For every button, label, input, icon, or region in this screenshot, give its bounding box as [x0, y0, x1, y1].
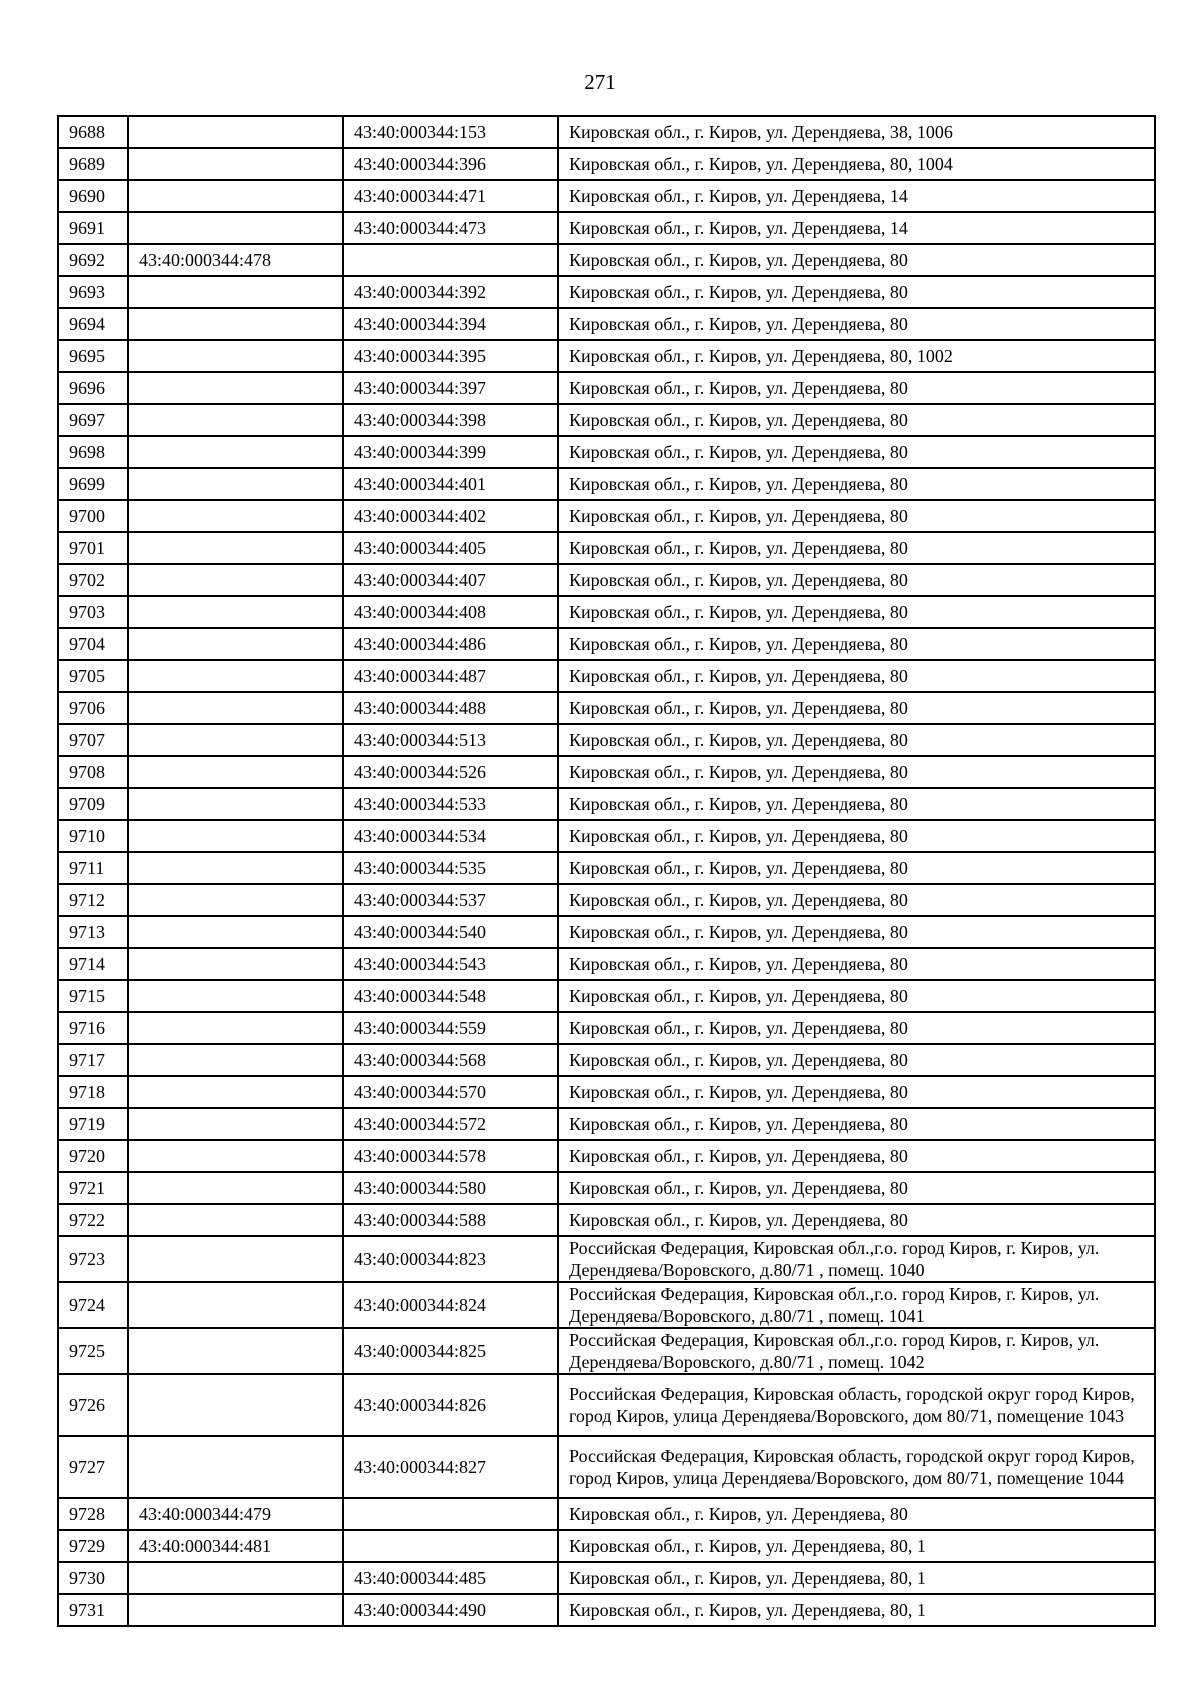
row-number-cell: 9698: [58, 436, 128, 468]
address-cell: Кировская обл., г. Киров, ул. Дерендяева, 80: [558, 308, 1155, 340]
row-number-cell: 9691: [58, 212, 128, 244]
address-cell: Кировская обл., г. Киров, ул. Дерендяева, 80, 1: [558, 1562, 1155, 1594]
address-cell: Российская Федерация, Кировская область, городской округ город Киров, город Киров, улица Дерендяева/Воровского, дом 80/71, помещение 1043: [558, 1374, 1155, 1436]
address-cell: Кировская обл., г. Киров, ул. Дерендяева, 80: [558, 1140, 1155, 1172]
cadastral-number-cell: [343, 244, 558, 276]
address-cell: Кировская обл., г. Киров, ул. Дерендяева, 80: [558, 852, 1155, 884]
cadastral-number-cell: 43:40:000344:543: [343, 948, 558, 980]
cadastral-number-cell: 43:40:000344:490: [343, 1594, 558, 1626]
row-number-cell: 9713: [58, 916, 128, 948]
table-row: [58, 628, 1155, 660]
cadastral-number-cell: 43:40:000344:548: [343, 980, 558, 1012]
address-cell: Кировская обл., г. Киров, ул. Дерендяева, 38, 1006: [558, 116, 1155, 148]
cadastral-number-cell: 43:40:000344:568: [343, 1044, 558, 1076]
table-row: [58, 660, 1155, 692]
row-number-cell: 9728: [58, 1498, 128, 1530]
table-row: [58, 500, 1155, 532]
page-number: 271: [584, 70, 616, 94]
table-row: [58, 980, 1155, 1012]
address-cell: Российская Федерация, Кировская обл.,г.о. город Киров, г. Киров, ул. Дерендяева/Воровского, д.80/71 , помещ. 1041: [558, 1282, 1155, 1328]
cadastral-number-cell: 43:40:000344:578: [343, 1140, 558, 1172]
cadastral-number-cell: 43:40:000344:826: [343, 1374, 558, 1436]
land-plot-cadastral-cell: [128, 1328, 343, 1374]
row-number-cell: 9721: [58, 1172, 128, 1204]
table-row: [58, 916, 1155, 948]
row-number-cell: 9689: [58, 148, 128, 180]
row-number-cell: 9716: [58, 1012, 128, 1044]
land-plot-cadastral-cell: [128, 500, 343, 532]
row-number-cell: 9693: [58, 276, 128, 308]
table-row: [58, 692, 1155, 724]
address-cell: Кировская обл., г. Киров, ул. Дерендяева, 80: [558, 436, 1155, 468]
address-cell: Кировская обл., г. Киров, ул. Дерендяева, 80: [558, 756, 1155, 788]
cadastral-number-cell: 43:40:000344:397: [343, 372, 558, 404]
row-number-cell: 9720: [58, 1140, 128, 1172]
land-plot-cadastral-cell: [128, 308, 343, 340]
land-plot-cadastral-cell: [128, 596, 343, 628]
address-cell: Кировская обл., г. Киров, ул. Дерендяева, 80: [558, 948, 1155, 980]
table-row: [58, 468, 1155, 500]
table-row: [58, 1594, 1155, 1626]
cadastral-number-cell: 43:40:000344:394: [343, 308, 558, 340]
land-plot-cadastral-cell: [128, 1436, 343, 1498]
row-number-cell: 9712: [58, 884, 128, 916]
address-cell: Российская Федерация, Кировская область, городской округ город Киров, город Киров, улица Дерендяева/Воровского, дом 80/71, помещение 1044: [558, 1436, 1155, 1498]
row-number-cell: 9700: [58, 500, 128, 532]
table-row: [58, 404, 1155, 436]
address-cell: Кировская обл., г. Киров, ул. Дерендяева, 80: [558, 404, 1155, 436]
land-plot-cadastral-cell: [128, 372, 343, 404]
land-plot-cadastral-cell: [128, 436, 343, 468]
land-plot-cadastral-cell: 43:40:000344:481: [128, 1530, 343, 1562]
cadastral-number-cell: 43:40:000344:408: [343, 596, 558, 628]
cadastral-number-cell: 43:40:000344:401: [343, 468, 558, 500]
address-cell: Российская Федерация, Кировская обл.,г.о. город Киров, г. Киров, ул. Дерендяева/Воровского, д.80/71 , помещ. 1042: [558, 1328, 1155, 1374]
row-number-cell: 9723: [58, 1236, 128, 1282]
land-plot-cadastral-cell: [128, 1374, 343, 1436]
land-plot-cadastral-cell: [128, 1282, 343, 1328]
address-cell: Кировская обл., г. Киров, ул. Дерендяева, 80, 1004: [558, 148, 1155, 180]
address-cell: Кировская обл., г. Киров, ул. Дерендяева, 80, 1: [558, 1594, 1155, 1626]
cadastral-number-cell: [343, 1530, 558, 1562]
row-number-cell: 9730: [58, 1562, 128, 1594]
land-plot-cadastral-cell: [128, 980, 343, 1012]
land-plot-cadastral-cell: [128, 692, 343, 724]
address-cell: Кировская обл., г. Киров, ул. Дерендяева, 80: [558, 980, 1155, 1012]
row-number-cell: 9692: [58, 244, 128, 276]
table-row: [58, 372, 1155, 404]
land-plot-cadastral-cell: [128, 1562, 343, 1594]
cadastral-number-cell: 43:40:000344:488: [343, 692, 558, 724]
cadastral-number-cell: 43:40:000344:559: [343, 1012, 558, 1044]
land-plot-cadastral-cell: [128, 1108, 343, 1140]
cadastral-number-cell: 43:40:000344:570: [343, 1076, 558, 1108]
address-cell: Кировская обл., г. Киров, ул. Дерендяева, 80: [558, 372, 1155, 404]
row-number-cell: 9717: [58, 1044, 128, 1076]
table-row: [58, 148, 1155, 180]
row-number-cell: 9715: [58, 980, 128, 1012]
row-number-cell: 9724: [58, 1282, 128, 1328]
table-row: [58, 948, 1155, 980]
registry-table-body: [58, 116, 1155, 1626]
land-plot-cadastral-cell: 43:40:000344:479: [128, 1498, 343, 1530]
land-plot-cadastral-cell: [128, 180, 343, 212]
row-number-cell: 9694: [58, 308, 128, 340]
cadastral-number-cell: 43:40:000344:824: [343, 1282, 558, 1328]
table-row: [58, 596, 1155, 628]
row-number-cell: 9727: [58, 1436, 128, 1498]
table-row: [58, 532, 1155, 564]
land-plot-cadastral-cell: [128, 948, 343, 980]
row-number-cell: 9706: [58, 692, 128, 724]
cadastral-number-cell: 43:40:000344:471: [343, 180, 558, 212]
table-row: [58, 308, 1155, 340]
row-number-cell: 9731: [58, 1594, 128, 1626]
row-number-cell: 9704: [58, 628, 128, 660]
land-plot-cadastral-cell: [128, 468, 343, 500]
land-plot-cadastral-cell: [128, 276, 343, 308]
address-cell: Кировская обл., г. Киров, ул. Дерендяева, 80: [558, 1498, 1155, 1530]
cadastral-number-cell: 43:40:000344:588: [343, 1204, 558, 1236]
cadastral-number-cell: 43:40:000344:535: [343, 852, 558, 884]
row-number-cell: 9688: [58, 116, 128, 148]
cadastral-number-cell: 43:40:000344:392: [343, 276, 558, 308]
cadastral-number-cell: 43:40:000344:540: [343, 916, 558, 948]
table-row: [58, 788, 1155, 820]
table-row: [58, 1108, 1155, 1140]
land-plot-cadastral-cell: [128, 564, 343, 596]
address-cell: Кировская обл., г. Киров, ул. Дерендяева, 80: [558, 276, 1155, 308]
cadastral-number-cell: 43:40:000344:533: [343, 788, 558, 820]
row-number-cell: 9696: [58, 372, 128, 404]
cadastral-number-cell: 43:40:000344:407: [343, 564, 558, 596]
address-cell: Кировская обл., г. Киров, ул. Дерендяева, 80: [558, 660, 1155, 692]
address-cell: Кировская обл., г. Киров, ул. Дерендяева, 80: [558, 244, 1155, 276]
address-cell: Кировская обл., г. Киров, ул. Дерендяева, 14: [558, 180, 1155, 212]
table-row: [58, 1374, 1155, 1436]
table-row: [58, 1044, 1155, 1076]
address-cell: Кировская обл., г. Киров, ул. Дерендяева, 80: [558, 724, 1155, 756]
row-number-cell: 9708: [58, 756, 128, 788]
row-number-cell: 9701: [58, 532, 128, 564]
cadastral-number-cell: 43:40:000344:399: [343, 436, 558, 468]
table-row: [58, 564, 1155, 596]
cadastral-number-cell: [343, 1498, 558, 1530]
table-row: [58, 1172, 1155, 1204]
cadastral-number-cell: 43:40:000344:153: [343, 116, 558, 148]
address-cell: Российская Федерация, Кировская обл.,г.о. город Киров, г. Киров, ул. Дерендяева/Воровского, д.80/71 , помещ. 1040: [558, 1236, 1155, 1282]
cadastral-number-cell: 43:40:000344:534: [343, 820, 558, 852]
row-number-cell: 9702: [58, 564, 128, 596]
address-cell: Кировская обл., г. Киров, ул. Дерендяева, 80: [558, 1108, 1155, 1140]
land-plot-cadastral-cell: [128, 404, 343, 436]
land-plot-cadastral-cell: [128, 660, 343, 692]
cadastral-number-cell: 43:40:000344:572: [343, 1108, 558, 1140]
registry-table: [57, 115, 1156, 1627]
land-plot-cadastral-cell: [128, 340, 343, 372]
table-row: [58, 212, 1155, 244]
land-plot-cadastral-cell: [128, 1012, 343, 1044]
row-number-cell: 9710: [58, 820, 128, 852]
land-plot-cadastral-cell: [128, 756, 343, 788]
address-cell: Кировская обл., г. Киров, ул. Дерендяева, 80, 1002: [558, 340, 1155, 372]
table-row: [58, 116, 1155, 148]
table-row: [58, 1012, 1155, 1044]
row-number-cell: 9722: [58, 1204, 128, 1236]
address-cell: Кировская обл., г. Киров, ул. Дерендяева, 80: [558, 468, 1155, 500]
row-number-cell: 9714: [58, 948, 128, 980]
land-plot-cadastral-cell: [128, 1594, 343, 1626]
cadastral-number-cell: 43:40:000344:526: [343, 756, 558, 788]
row-number-cell: 9709: [58, 788, 128, 820]
table-row: [58, 1436, 1155, 1498]
land-plot-cadastral-cell: [128, 884, 343, 916]
table-row: [58, 436, 1155, 468]
land-plot-cadastral-cell: [128, 212, 343, 244]
land-plot-cadastral-cell: [128, 116, 343, 148]
address-cell: Кировская обл., г. Киров, ул. Дерендяева, 80: [558, 916, 1155, 948]
land-plot-cadastral-cell: [128, 1140, 343, 1172]
table-row: [58, 340, 1155, 372]
table-row: [58, 820, 1155, 852]
address-cell: Кировская обл., г. Киров, ул. Дерендяева, 80: [558, 500, 1155, 532]
cadastral-number-cell: 43:40:000344:827: [343, 1436, 558, 1498]
cadastral-number-cell: 43:40:000344:485: [343, 1562, 558, 1594]
table-row: [58, 884, 1155, 916]
row-number-cell: 9718: [58, 1076, 128, 1108]
land-plot-cadastral-cell: [128, 1076, 343, 1108]
cadastral-number-cell: 43:40:000344:398: [343, 404, 558, 436]
row-number-cell: 9690: [58, 180, 128, 212]
cadastral-number-cell: 43:40:000344:395: [343, 340, 558, 372]
cadastral-number-cell: 43:40:000344:473: [343, 212, 558, 244]
cadastral-number-cell: 43:40:000344:825: [343, 1328, 558, 1374]
address-cell: Кировская обл., г. Киров, ул. Дерендяева, 80: [558, 1172, 1155, 1204]
table-row: [58, 1530, 1155, 1562]
address-cell: Кировская обл., г. Киров, ул. Дерендяева, 14: [558, 212, 1155, 244]
land-plot-cadastral-cell: [128, 1236, 343, 1282]
address-cell: Кировская обл., г. Киров, ул. Дерендяева, 80: [558, 1012, 1155, 1044]
cadastral-number-cell: 43:40:000344:580: [343, 1172, 558, 1204]
land-plot-cadastral-cell: [128, 148, 343, 180]
row-number-cell: 9703: [58, 596, 128, 628]
cadastral-number-cell: 43:40:000344:487: [343, 660, 558, 692]
table-row: [58, 724, 1155, 756]
row-number-cell: 9705: [58, 660, 128, 692]
table-row: [58, 1236, 1155, 1282]
table-row: [58, 756, 1155, 788]
table-row: [58, 1282, 1155, 1328]
land-plot-cadastral-cell: [128, 1044, 343, 1076]
address-cell: Кировская обл., г. Киров, ул. Дерендяева, 80: [558, 564, 1155, 596]
cadastral-number-cell: 43:40:000344:513: [343, 724, 558, 756]
table-row: [58, 1328, 1155, 1374]
row-number-cell: 9697: [58, 404, 128, 436]
row-number-cell: 9725: [58, 1328, 128, 1374]
address-cell: Кировская обл., г. Киров, ул. Дерендяева, 80: [558, 884, 1155, 916]
land-plot-cadastral-cell: [128, 532, 343, 564]
cadastral-number-cell: 43:40:000344:396: [343, 148, 558, 180]
row-number-cell: 9695: [58, 340, 128, 372]
address-cell: Кировская обл., г. Киров, ул. Дерендяева, 80: [558, 628, 1155, 660]
cadastral-number-cell: 43:40:000344:486: [343, 628, 558, 660]
table-row: [58, 852, 1155, 884]
row-number-cell: 9726: [58, 1374, 128, 1436]
table-row: [58, 1498, 1155, 1530]
land-plot-cadastral-cell: [128, 788, 343, 820]
table-row: [58, 1076, 1155, 1108]
row-number-cell: 9729: [58, 1530, 128, 1562]
land-plot-cadastral-cell: [128, 852, 343, 884]
address-cell: Кировская обл., г. Киров, ул. Дерендяева, 80: [558, 1076, 1155, 1108]
address-cell: Кировская обл., г. Киров, ул. Дерендяева, 80: [558, 692, 1155, 724]
row-number-cell: 9719: [58, 1108, 128, 1140]
table-row: [58, 244, 1155, 276]
land-plot-cadastral-cell: [128, 1172, 343, 1204]
land-plot-cadastral-cell: 43:40:000344:478: [128, 244, 343, 276]
row-number-cell: 9699: [58, 468, 128, 500]
land-plot-cadastral-cell: [128, 820, 343, 852]
land-plot-cadastral-cell: [128, 1204, 343, 1236]
address-cell: Кировская обл., г. Киров, ул. Дерендяева, 80: [558, 532, 1155, 564]
address-cell: Кировская обл., г. Киров, ул. Дерендяева, 80: [558, 1204, 1155, 1236]
table-row: [58, 1204, 1155, 1236]
address-cell: Кировская обл., г. Киров, ул. Дерендяева, 80: [558, 788, 1155, 820]
cadastral-number-cell: 43:40:000344:823: [343, 1236, 558, 1282]
table-row: [58, 1140, 1155, 1172]
table-row: [58, 276, 1155, 308]
table-row: [58, 180, 1155, 212]
row-number-cell: 9711: [58, 852, 128, 884]
address-cell: Кировская обл., г. Киров, ул. Дерендяева, 80: [558, 820, 1155, 852]
address-cell: Кировская обл., г. Киров, ул. Дерендяева, 80: [558, 596, 1155, 628]
land-plot-cadastral-cell: [128, 628, 343, 660]
cadastral-number-cell: 43:40:000344:405: [343, 532, 558, 564]
table-row: [58, 1562, 1155, 1594]
cadastral-number-cell: 43:40:000344:402: [343, 500, 558, 532]
row-number-cell: 9707: [58, 724, 128, 756]
land-plot-cadastral-cell: [128, 916, 343, 948]
land-plot-cadastral-cell: [128, 724, 343, 756]
address-cell: Кировская обл., г. Киров, ул. Дерендяева, 80: [558, 1044, 1155, 1076]
cadastral-number-cell: 43:40:000344:537: [343, 884, 558, 916]
address-cell: Кировская обл., г. Киров, ул. Дерендяева, 80, 1: [558, 1530, 1155, 1562]
